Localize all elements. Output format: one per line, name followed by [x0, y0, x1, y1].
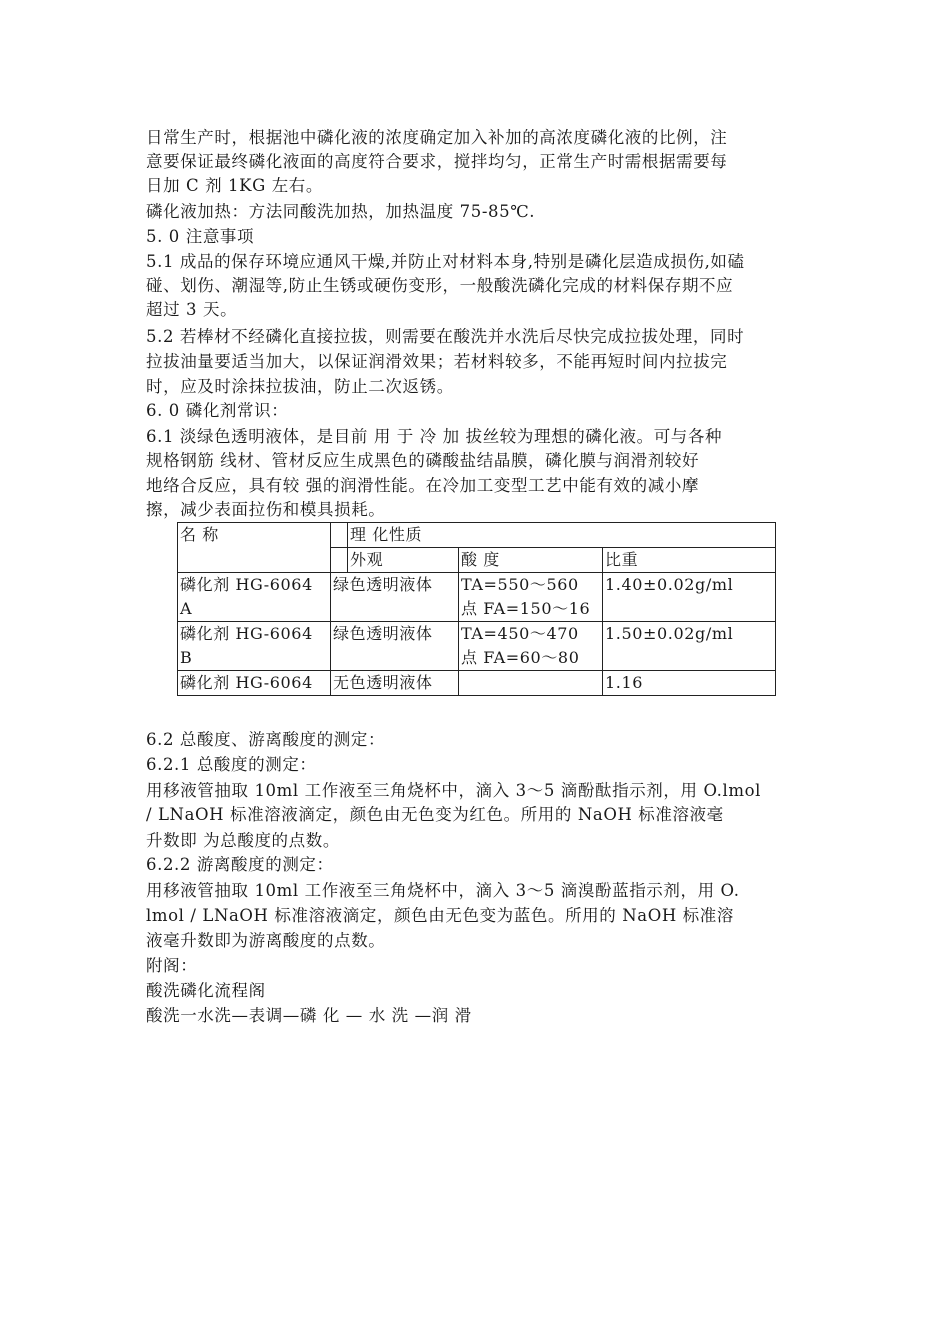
paragraph-line: 用移液管抽取 10ml 工作液至三角烧杯中，滴入 3〜5 滴溴酚蓝指示剂，用 O.: [146, 881, 740, 900]
header-name: 名 称: [178, 523, 331, 573]
paragraph-line: 日常生产时，根据池中磷化液的浓度确定加入补加的高浓度磷化液的比例，注: [146, 128, 728, 147]
paragraph-line: 酸洗磷化流程阁: [146, 981, 266, 1000]
header-appearance: 外观: [348, 548, 459, 573]
paragraph-line: 日加 C 剂 1KG 左右。: [146, 176, 324, 195]
paragraph-line: 液毫升数即为游离酸度的点数。: [146, 931, 386, 950]
section-heading: 6. 0 磷化剂常识：: [146, 401, 289, 420]
paragraph-line: 地络合反应，具有较 强的润滑性能。在冷加工变型工艺中能有效的减小摩: [146, 476, 700, 495]
paragraph-line: / LNaOH 标准溶液滴定，颜色由无色变为红色。所用的 NaOH 标准溶液毫: [146, 805, 724, 824]
paragraph-line: 碰、划伤、潮湿等,防止生锈或硬伤变形，一般酸洗磷化完成的材料保存期不应: [146, 276, 734, 295]
cell-name: 磷化剂 HG-6064 A: [178, 573, 331, 622]
paragraph-line: 规格钢筋 线材、管材反应生成黑色的磷酸盐结晶膜，磷化膜与润滑剂较好: [146, 451, 700, 470]
table-row: [178, 573, 776, 622]
cell-density: 1.40±0.02g/ml: [603, 573, 776, 622]
cell-acidity: TA=450〜470 点 FA=60〜80: [459, 622, 603, 671]
paragraph-line: 磷化液加热：方法同酸洗加热，加热温度 75-85℃.: [146, 202, 536, 221]
flow-process-line: 酸洗一水洗—表调—磷 化 — 水 洗 —润 滑: [146, 1006, 472, 1025]
cell-density: 1.50±0.02g/ml: [603, 622, 776, 671]
table-header-row: [178, 523, 776, 548]
section-heading: 6.2 总酸度、游离酸度的测定：: [146, 730, 386, 749]
cell-appearance: 无色透明液体: [331, 671, 459, 696]
paragraph-line: 时，应及时涂抹拉拔油，防止二次返锈。: [146, 377, 454, 396]
header-group: 理 化性质: [348, 523, 776, 548]
properties-table: [177, 522, 776, 696]
cell-appearance: 绿色透明液体: [331, 622, 459, 671]
section-heading: 5. 0 注意事项: [146, 227, 255, 246]
table-row: [178, 622, 776, 671]
section-heading: 6.2.1 总酸度的测定：: [146, 755, 317, 774]
paragraph-line: 擦，减少表面拉伤和模具损耗。: [146, 500, 386, 519]
paragraph-line: 5.1 成品的保存环境应通风干燥,并防止对材料本身,特别是磷化层造成损伤,如磕: [146, 252, 745, 271]
paragraph-line: 6.1 淡绿色透明液体，是目前 用 于 冷 加 拔丝较为理想的磷化液。可与各种: [146, 427, 723, 446]
paragraph-line: 意要保证最终磷化液面的高度符合要求，搅拌均匀，正常生产时需根据需要每: [146, 152, 728, 171]
header-density: 比重: [603, 548, 776, 573]
paragraph-line: 用移液管抽取 10ml 工作液至三角烧杯中，滴入 3〜5 滴酚酞指示剂，用 O.lmol: [146, 781, 761, 800]
paragraph-line: 超过 3 天。: [146, 300, 238, 319]
cell-acidity: [459, 671, 603, 696]
cell-acidity: TA=550〜560 点 FA=150〜16: [459, 573, 603, 622]
table-row: [178, 671, 776, 696]
cell-name: 磷化剂 HG-6064 B: [178, 622, 331, 671]
cell-appearance: 绿色透明液体: [331, 573, 459, 622]
paragraph-line: 5.2 若棒材不经磷化直接拉拔，则需要在酸洗并水洗后尽快完成拉拔处理，同时: [146, 327, 745, 346]
header-acidity: 酸 度: [459, 548, 603, 573]
paragraph-line: lmol / LNaOH 标准溶液滴定，颜色由无色变为蓝色。所用的 NaOH 标准溶: [146, 906, 734, 925]
paragraph-line: 升数即 为总酸度的点数。: [146, 831, 340, 850]
paragraph-line: 拉拔油量要适当加大，以保证润滑效果；若材料较多，不能再短时间内拉拔完: [146, 352, 728, 371]
cell-density: 1.16: [603, 671, 776, 696]
cell-name: 磷化剂 HG-6064: [178, 671, 331, 696]
paragraph-line: 附阁：: [146, 956, 198, 975]
section-heading: 6.2.2 游离酸度的测定：: [146, 855, 334, 874]
